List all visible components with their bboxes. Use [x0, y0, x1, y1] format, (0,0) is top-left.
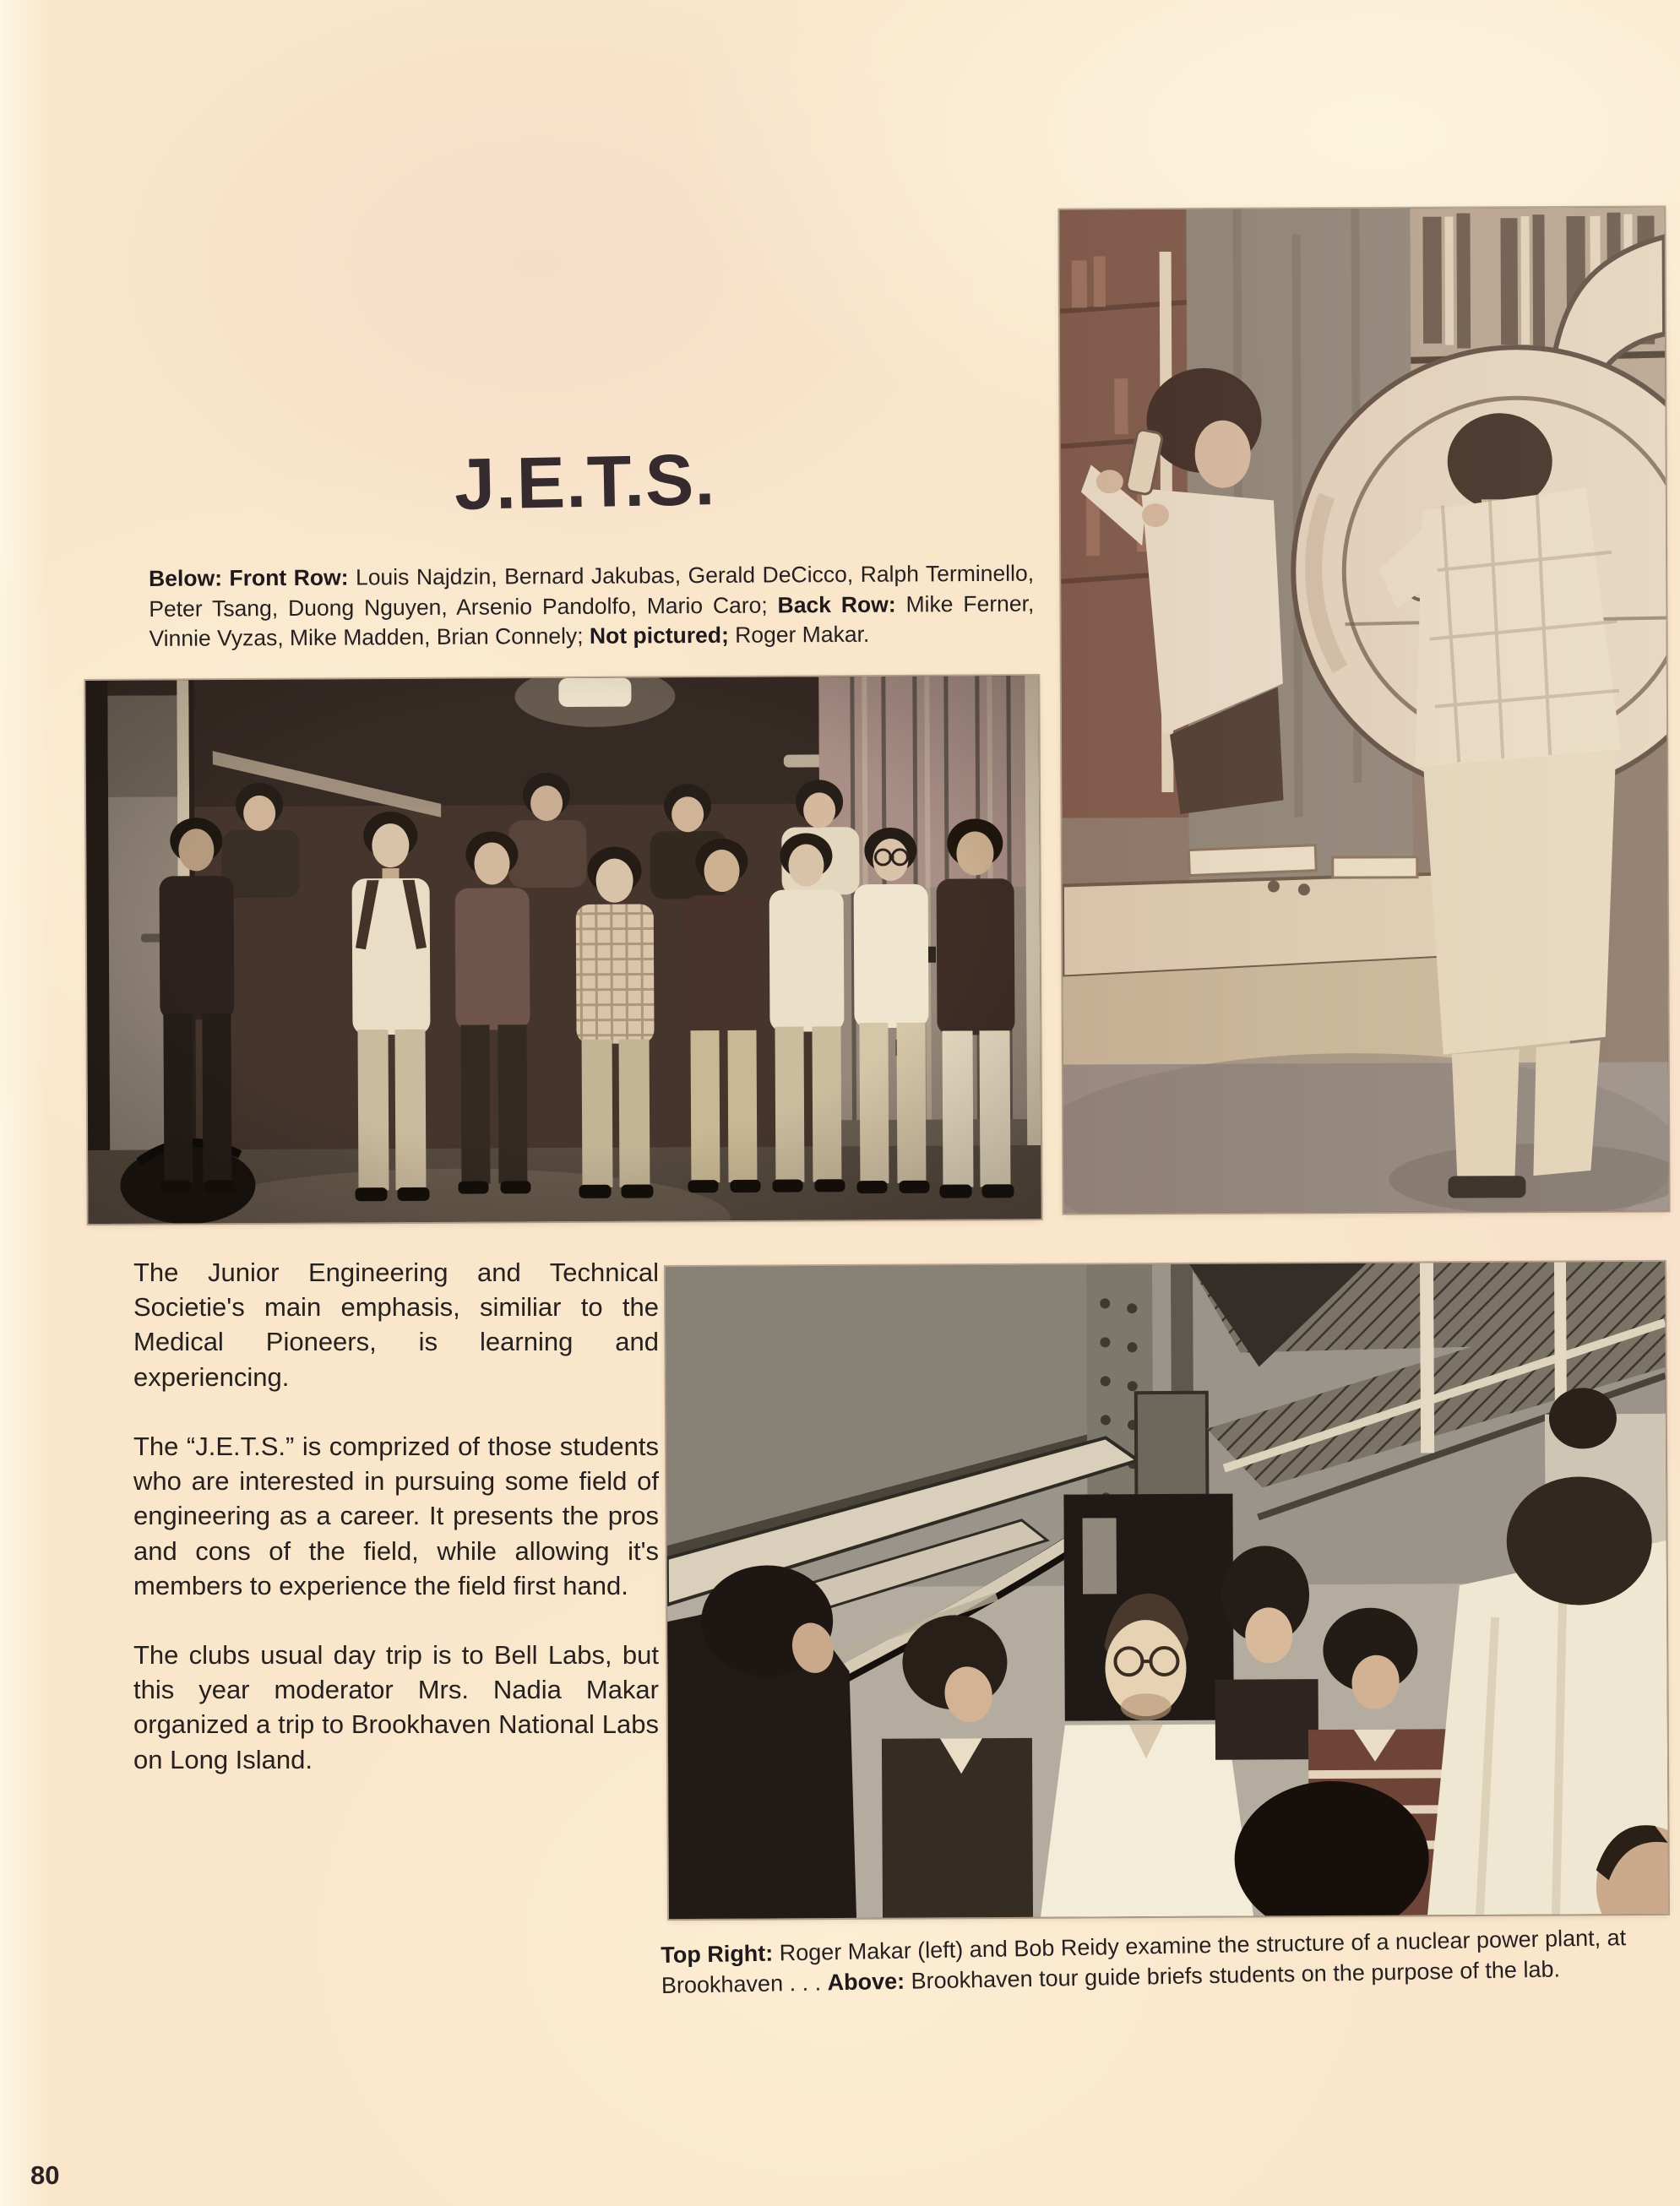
caption-label-top-right: Top Right:: [661, 1940, 780, 1968]
paragraph-2: The “J.E.T.S.” is comprized of those students who are interested in pursuing some field of engineering as a career. It presents the pros and cons of the field, while allowing it's members to experience the field first hand.: [133, 1431, 659, 1600]
page-title: J.E.T.S.: [454, 439, 717, 525]
group-photo-caption: [149, 559, 1035, 655]
caption-label-below-front-row: Below: Front Row:: [149, 564, 356, 591]
bottom-photos-caption: [661, 1922, 1679, 2001]
article-body: [133, 1255, 659, 1812]
photo-lab-vessel: [1059, 207, 1668, 1213]
caption-label-back-row: Back Row:: [777, 591, 906, 617]
photo-group-hallway-art: [85, 676, 1041, 1224]
page-number: 80: [30, 2160, 60, 2190]
photo-lab-vessel-art: [1059, 207, 1668, 1213]
caption-front-row-names: Louis Najdzin, Bernard Jakubas, Gerald DeCicco, Ralph Terminello, Peter Tsang, Duong Nguyen, Arsenio Pandolfo, Mario Caro;: [149, 560, 1035, 622]
paragraph-1: The Junior Engineering and Technical Societie's main emphasis, similiar to the Medical Pioneers, is learning and experiencing.: [133, 1258, 659, 1392]
caption-back-row-names: Mike Ferner, Vinnie Vyzas, Mike Madden, Brian Connely;: [149, 590, 1035, 651]
photo-brookhaven-tour-art: [666, 1262, 1668, 1919]
caption-label-above: Above:: [827, 1968, 911, 1996]
paragraph-3: The clubs usual day trip is to Bell Labs, but this year moderator Mrs. Nadia Makar organized a trip to Brookhaven National Labs on Long Island.: [133, 1639, 659, 1774]
caption-not-pictured-name: Roger Makar.: [735, 621, 870, 648]
caption-top-right-text: Roger Makar (left) and Bob Reidy examine the structure of a nuclear power plant, at Brookhaven . . .: [661, 1925, 1627, 1998]
photo-group-hallway: [85, 676, 1041, 1224]
photo-brookhaven-tour: [666, 1262, 1668, 1919]
caption-label-not-pictured: Not pictured;: [589, 622, 736, 649]
caption-above-text: Brookhaven tour guide briefs students on the purpose of the lab.: [911, 1956, 1561, 1994]
